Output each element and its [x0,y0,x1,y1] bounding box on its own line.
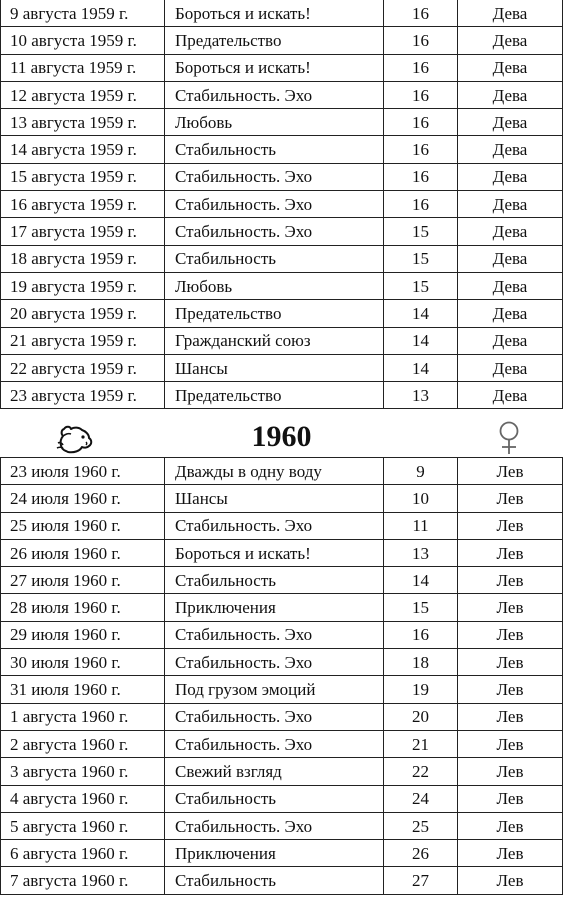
table-row [1,758,563,785]
number-cell: 18 [384,649,458,676]
date-cell: 26 июля 1960 г. [1,539,165,566]
number-cell: 22 [384,758,458,785]
title-cell: Приключения [165,594,384,621]
zodiac-sign-cell: Лев [458,812,563,839]
zodiac-sign-cell: Дева [458,191,563,218]
table-row [1,812,563,839]
date-cell: 20 августа 1959 г. [1,300,165,327]
date-cell: 15 августа 1959 г. [1,163,165,190]
number-cell: 15 [384,245,458,272]
number-cell: 21 [384,730,458,757]
date-cell: 21 августа 1959 г. [1,327,165,354]
table-row [1,109,563,136]
zodiac-sign-cell: Лев [458,676,563,703]
title-cell: Стабильность. Эхо [165,703,384,730]
title-cell: Стабильность. Эхо [165,218,384,245]
title-cell: Шансы [165,485,384,512]
date-cell: 4 августа 1960 г. [1,785,165,812]
table-row [1,327,563,354]
title-cell: Стабильность. Эхо [165,191,384,218]
title-cell: Шансы [165,354,384,381]
title-cell: Стабильность. Эхо [165,621,384,648]
table-row [1,54,563,81]
date-cell: 28 июля 1960 г. [1,594,165,621]
zodiac-sign-cell: Лев [458,621,563,648]
zodiac-sign-cell: Дева [458,272,563,299]
table-row [1,730,563,757]
number-cell: 16 [384,109,458,136]
date-cell: 25 июля 1960 г. [1,512,165,539]
table-row [1,218,563,245]
zodiac-sign-cell: Лев [458,867,563,894]
number-cell: 26 [384,840,458,867]
zodiac-sign-cell: Лев [458,703,563,730]
table-row [1,621,563,648]
number-cell: 14 [384,354,458,381]
table-1960 [0,457,563,895]
number-cell: 24 [384,785,458,812]
zodiac-sign-cell: Дева [458,27,563,54]
table-1959 [0,0,563,409]
table-1959-body [1,0,563,409]
table-row [1,27,563,54]
year-label: 1960 [251,420,312,453]
number-cell: 15 [384,218,458,245]
date-cell: 7 августа 1960 г. [1,867,165,894]
title-cell: Предательство [165,382,384,409]
table-row [1,485,563,512]
zodiac-sign-cell: Дева [458,109,563,136]
number-cell: 14 [384,567,458,594]
title-cell: Стабильность [165,567,384,594]
table-row [1,272,563,299]
table-row [1,354,563,381]
table-row [1,676,563,703]
number-cell: 10 [384,485,458,512]
date-cell: 17 августа 1959 г. [1,218,165,245]
table-row [1,191,563,218]
number-cell: 11 [384,512,458,539]
date-cell: 5 августа 1960 г. [1,812,165,839]
number-cell: 14 [384,300,458,327]
title-cell: Стабильность. Эхо [165,163,384,190]
title-cell: Бороться и искать! [165,0,384,27]
title-cell: Предательство [165,27,384,54]
number-cell: 16 [384,27,458,54]
title-cell: Стабильность. Эхо [165,81,384,108]
zodiac-sign-cell: Дева [458,81,563,108]
title-cell: Гражданский союз [165,327,384,354]
title-cell: Стабильность. Эхо [165,649,384,676]
zodiac-sign-cell: Дева [458,0,563,27]
table-row [1,649,563,676]
table-row [1,867,563,894]
date-cell: 24 июля 1960 г. [1,485,165,512]
table-row [1,840,563,867]
zodiac-sign-cell: Лев [458,458,563,485]
title-cell: Стабильность [165,245,384,272]
table-row [1,136,563,163]
zodiac-sign-cell: Дева [458,163,563,190]
date-cell: 29 июля 1960 г. [1,621,165,648]
venus-icon [494,420,524,456]
zodiac-sign-cell: Лев [458,730,563,757]
title-cell: Приключения [165,840,384,867]
zodiac-sign-cell: Дева [458,327,563,354]
date-cell: 11 августа 1959 г. [1,54,165,81]
year-header [0,416,563,458]
table-row [1,458,563,485]
table-row [1,0,563,27]
zodiac-sign-cell: Лев [458,512,563,539]
table-row [1,567,563,594]
table-row [1,245,563,272]
number-cell: 25 [384,812,458,839]
title-cell: Бороться и искать! [165,539,384,566]
zodiac-sign-cell: Лев [458,485,563,512]
title-cell: Любовь [165,272,384,299]
number-cell: 16 [384,191,458,218]
zodiac-sign-cell: Лев [458,594,563,621]
date-cell: 12 августа 1959 г. [1,81,165,108]
number-cell: 16 [384,54,458,81]
zodiac-sign-cell: Лев [458,840,563,867]
date-cell: 22 августа 1959 г. [1,354,165,381]
title-cell: Дважды в одну воду [165,458,384,485]
zodiac-sign-cell: Дева [458,136,563,163]
number-cell: 19 [384,676,458,703]
number-cell: 14 [384,327,458,354]
title-cell: Бороться и искать! [165,54,384,81]
date-cell: 6 августа 1960 г. [1,840,165,867]
number-cell: 9 [384,458,458,485]
date-cell: 3 августа 1960 г. [1,758,165,785]
table-row [1,81,563,108]
table-row [1,300,563,327]
title-cell: Любовь [165,109,384,136]
table-row [1,539,563,566]
zodiac-sign-cell: Дева [458,382,563,409]
number-cell: 15 [384,272,458,299]
title-cell: Стабильность. Эхо [165,812,384,839]
title-cell: Под грузом эмоций [165,676,384,703]
title-cell: Стабильность [165,867,384,894]
zodiac-sign-cell: Лев [458,567,563,594]
table-row [1,703,563,730]
number-cell: 16 [384,0,458,27]
title-cell: Стабильность. Эхо [165,512,384,539]
table-row [1,163,563,190]
date-cell: 27 июля 1960 г. [1,567,165,594]
number-cell: 20 [384,703,458,730]
title-cell: Стабильность [165,136,384,163]
date-cell: 16 августа 1959 г. [1,191,165,218]
number-cell: 16 [384,621,458,648]
number-cell: 13 [384,382,458,409]
number-cell: 16 [384,163,458,190]
date-cell: 13 августа 1959 г. [1,109,165,136]
table-row [1,382,563,409]
date-cell: 14 августа 1959 г. [1,136,165,163]
date-cell: 23 июля 1960 г. [1,458,165,485]
date-cell: 23 августа 1959 г. [1,382,165,409]
table-row [1,785,563,812]
date-cell: 1 августа 1960 г. [1,703,165,730]
number-cell: 27 [384,867,458,894]
title-cell: Стабильность [165,785,384,812]
zodiac-sign-cell: Лев [458,785,563,812]
zodiac-sign-cell: Лев [458,539,563,566]
title-cell: Свежий взгляд [165,758,384,785]
zodiac-sign-cell: Дева [458,54,563,81]
zodiac-sign-cell: Дева [458,354,563,381]
zodiac-sign-cell: Дева [458,218,563,245]
date-cell: 9 августа 1959 г. [1,0,165,27]
date-cell: 31 июля 1960 г. [1,676,165,703]
table-row [1,512,563,539]
date-cell: 19 августа 1959 г. [1,272,165,299]
zodiac-sign-cell: Лев [458,649,563,676]
date-cell: 18 августа 1959 г. [1,245,165,272]
table-1960-body [1,458,563,895]
number-cell: 16 [384,81,458,108]
title-cell: Предательство [165,300,384,327]
title-cell: Стабильность. Эхо [165,730,384,757]
table-row [1,594,563,621]
number-cell: 16 [384,136,458,163]
number-cell: 15 [384,594,458,621]
zodiac-sign-cell: Дева [458,245,563,272]
date-cell: 2 августа 1960 г. [1,730,165,757]
number-cell: 13 [384,539,458,566]
zodiac-sign-cell: Дева [458,300,563,327]
date-cell: 10 августа 1959 г. [1,27,165,54]
date-cell: 30 июля 1960 г. [1,649,165,676]
zodiac-sign-cell: Лев [458,758,563,785]
